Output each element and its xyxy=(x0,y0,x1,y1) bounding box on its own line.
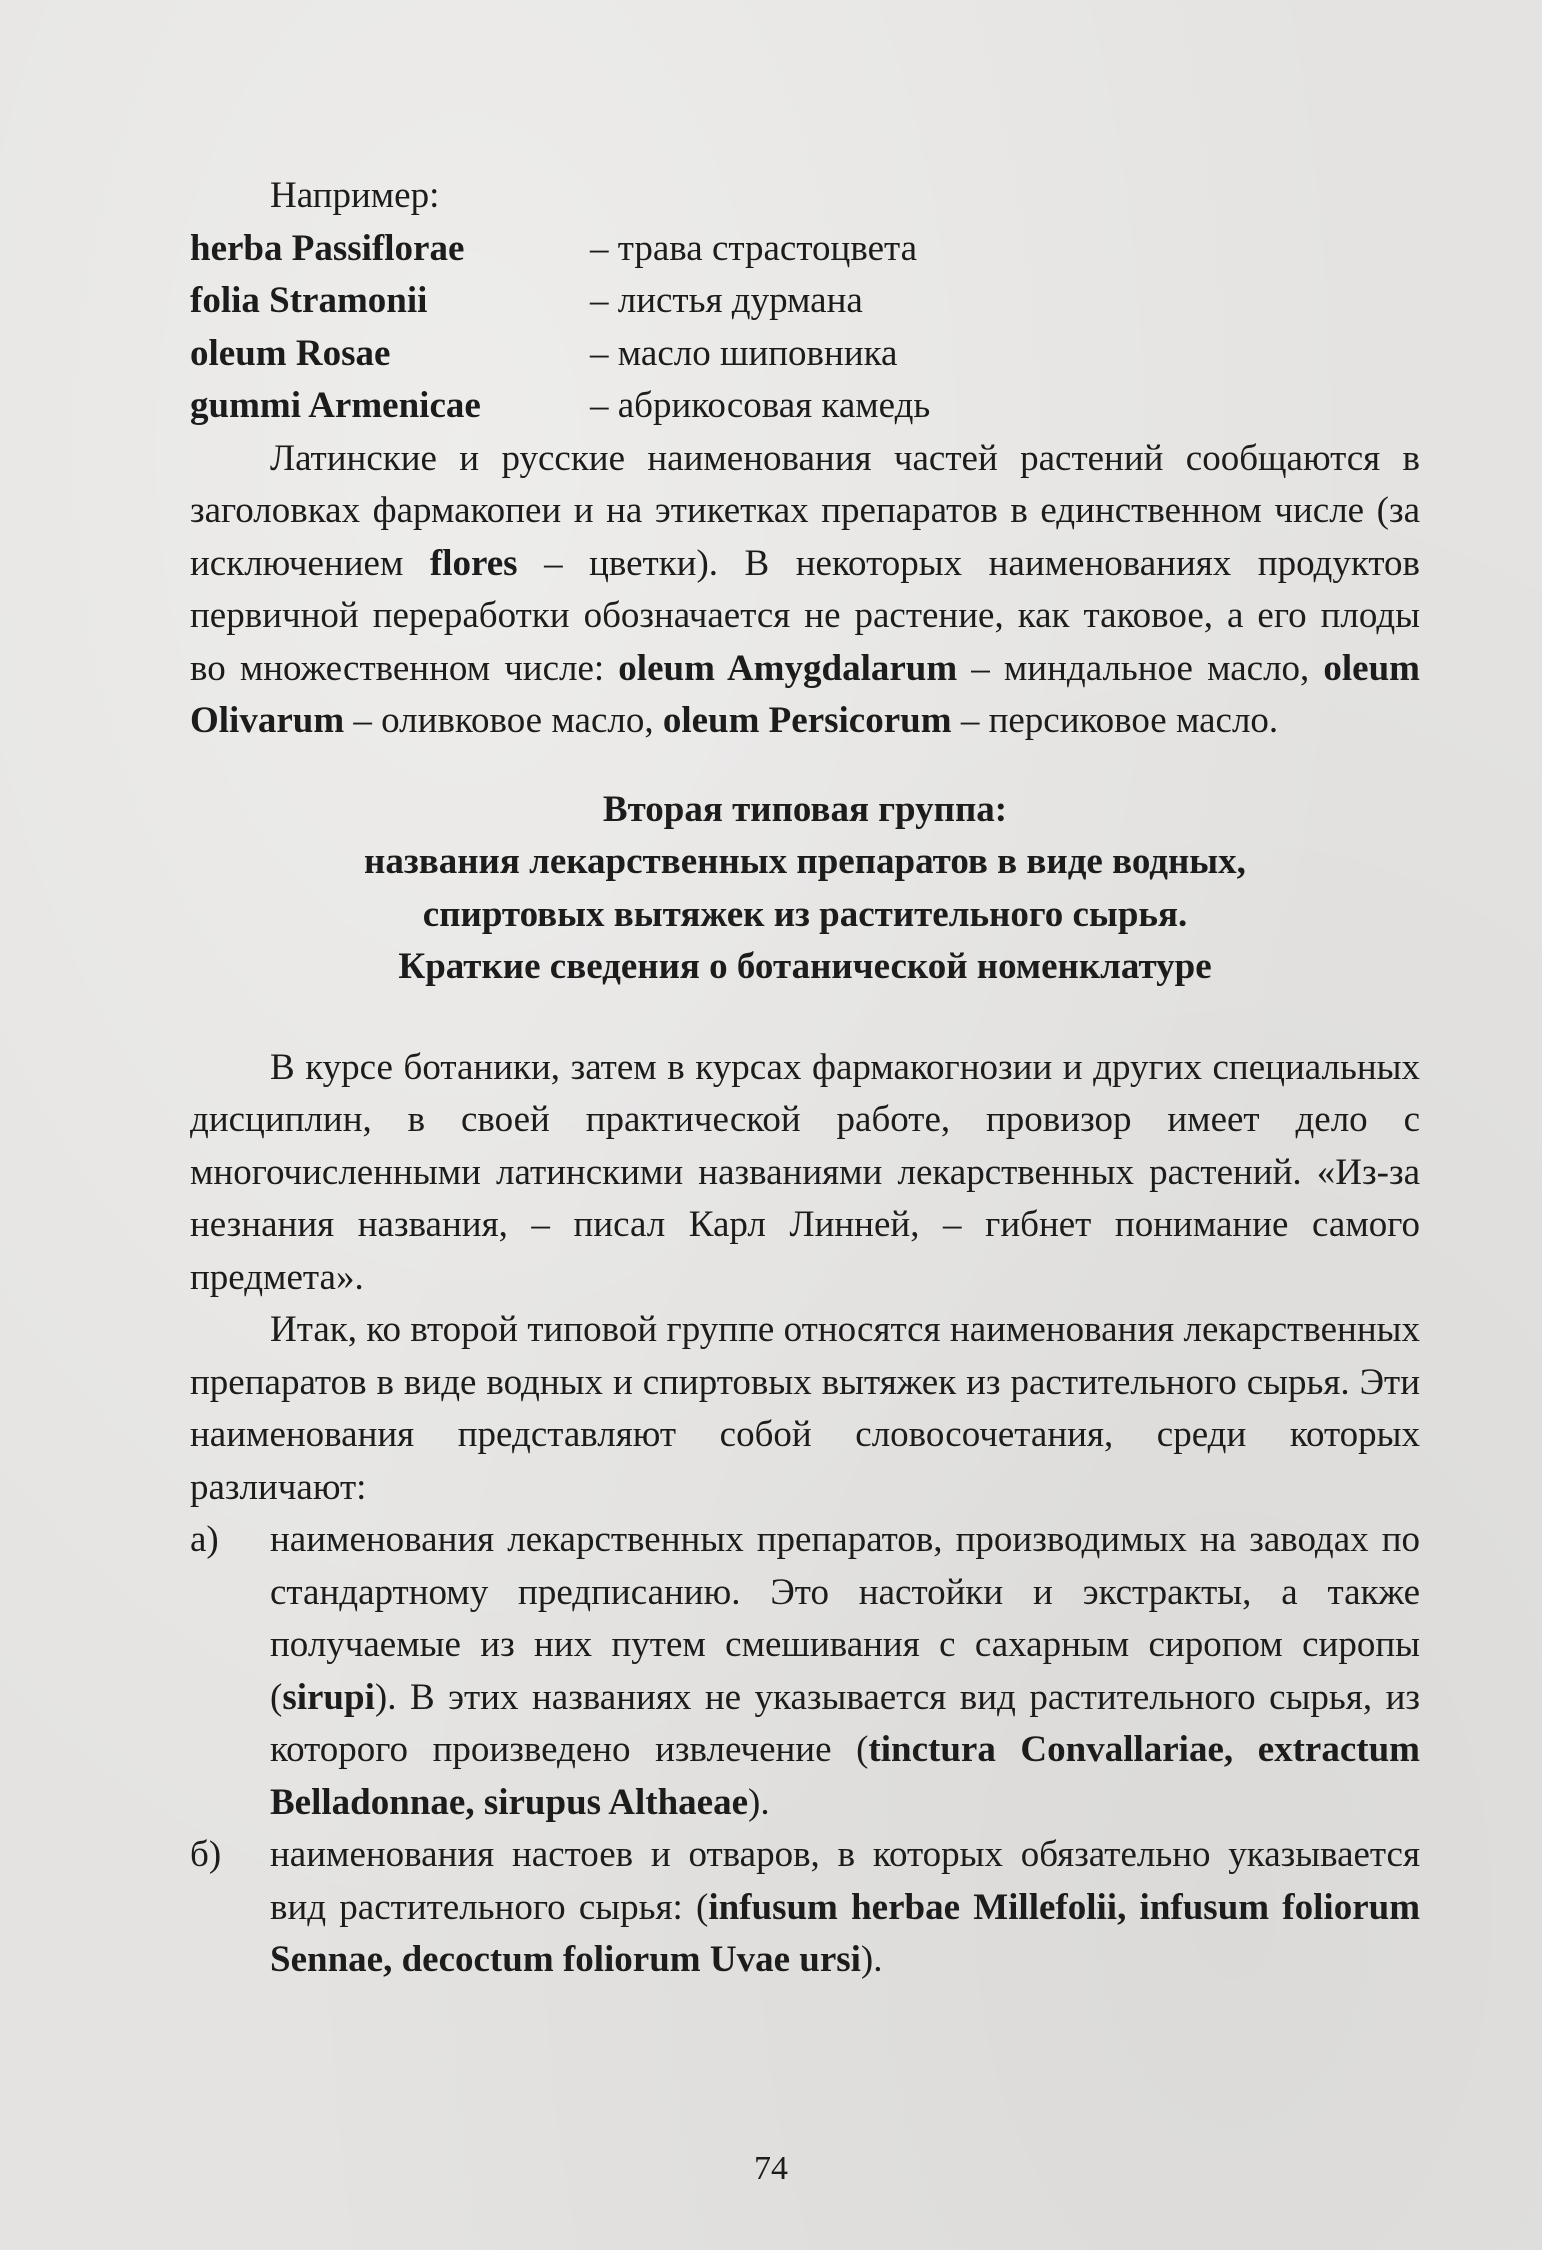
term-latin: gummi Armenicae xyxy=(190,385,481,426)
text-run: – миндальное масло, xyxy=(957,647,1324,689)
list-marker: б) xyxy=(190,1834,222,1875)
latin-term: infusum herbae Millefolii, infusum foliorum Sennae, decoctum foliorum Uvae ursi xyxy=(270,1886,1421,1980)
text-run: ). xyxy=(748,1781,770,1823)
term-row xyxy=(190,380,1420,433)
text-run: ). В этих названиях не указывается вид растительного сырья, из которого произведено извлечение ( xyxy=(270,1676,1420,1770)
page-content xyxy=(190,170,1420,1987)
paragraph-plant-parts xyxy=(190,433,1420,748)
examples-intro: Например: xyxy=(270,175,440,216)
latin-term: sirupi xyxy=(282,1676,375,1718)
heading-line: Вторая типовая группа: xyxy=(602,788,1008,830)
text-run: ). xyxy=(860,1939,883,1980)
latin-term: flores xyxy=(429,542,518,584)
page-number: 74 xyxy=(754,2150,788,2187)
paragraph-botany: В курсе ботаники, затем в курсах фармакогнозии и других специальных дисциплин, в своей практической работе, провизор имеет дело с многочисленными латинскими названиями лекарственных растений. «Из-за незнания названия, – писал Карл Линней, – гибнет понимание самого предмета». xyxy=(190,1046,1420,1298)
list-text xyxy=(270,1829,1420,1987)
heading-line: Краткие сведения о ботанической номенклатуре xyxy=(398,946,1212,987)
list-item xyxy=(190,1829,1420,1987)
term-list xyxy=(190,223,1420,433)
list-marker: а) xyxy=(190,1519,219,1560)
list-text xyxy=(270,1514,1420,1829)
text-run: Латинские и русские наименования частей растений сообщаются в заголовках фармакопеи и на этикетках препаратов в единственном числе (за исключением xyxy=(190,437,1420,584)
term-russian: – абрикосовая камедь xyxy=(590,385,931,426)
text-run: – цветки). В некоторых наименованиях продуктов первичной переработки обозначается не растение, как таковое, а его плоды во множественном числе: xyxy=(190,542,1420,689)
latin-term: oleum Olivarum xyxy=(190,647,1421,741)
latin-term: oleum Persicorum xyxy=(662,700,952,741)
latin-term: tinctura Convallariae, extractum Belladonnae, sirupus Althaeae xyxy=(270,1729,1420,1823)
text-run: – персиковое масло. xyxy=(951,700,1279,741)
section-heading xyxy=(190,784,1420,994)
term-russian: – листья дурмана xyxy=(590,280,863,321)
text-run: наименования лекарственных препаратов, производимых на заводах по стандартному предписанию. Это настойки и экстракты, а также получаемые из них путем смешивания с сахарным сиропом сиропы ( xyxy=(270,1519,1420,1718)
paragraph-second-group: Итак, ко второй типовой группе относятся наименования лекарственных препаратов в виде водных и спиртовых вытяжек из растительного сырья. Эти наименования представляют собой словосочетания, среди которых различают: xyxy=(190,1309,1420,1508)
term-row xyxy=(190,328,1420,381)
term-row xyxy=(190,223,1420,276)
text-run: – оливковое масло, xyxy=(344,700,663,741)
term-row xyxy=(190,275,1420,328)
term-latin: folia Stramonii xyxy=(190,280,428,321)
heading-line: названия лекарственных препаратов в виде водных, xyxy=(364,841,1246,882)
list-item xyxy=(190,1514,1420,1829)
heading-line: спиртовых вытяжек из растительного сырья. xyxy=(422,893,1188,935)
term-latin: herba Passiflorae xyxy=(190,227,465,269)
text-run: наименования настоев и отваров, в которых обязательно указывается вид растительного сырья: ( xyxy=(270,1834,1420,1928)
term-russian: – трава страстоцвета xyxy=(590,227,918,269)
term-russian: – масло шиповника xyxy=(590,332,898,374)
latin-term: oleum Amygdalarum xyxy=(618,647,958,689)
term-latin: oleum Rosae xyxy=(190,332,391,374)
